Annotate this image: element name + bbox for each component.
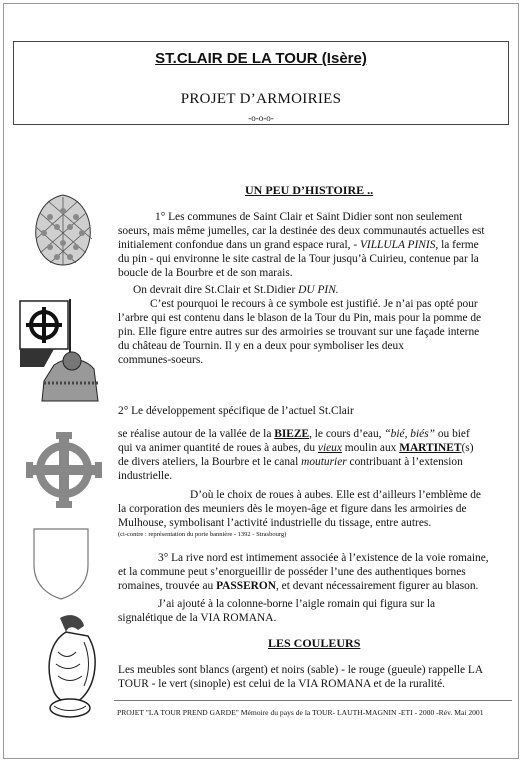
image-caption: (ci-contre : représentation du porte bannière - 1392 - Strasbourg) — [118, 531, 287, 538]
text-line: Les meubles sont blancs (argent) et noirs (sable) - le rouge (gueule) rappelle LA — [118, 664, 484, 676]
text-line: la corporation des meuniers dès le moyen-âge et figure dans les armoiries de — [118, 503, 467, 515]
text-line: 2° Le développement spécifique de l’actuel St.Clair — [118, 405, 354, 417]
text-line: TOUR - le vert (sinople) est celui de la VIA ROMANA et de la ruralité. — [118, 678, 445, 690]
text-line: soeurs, mais même jumelles, car la destinée des deux communautés actuelles est — [118, 225, 485, 237]
text-line: et la commune peut s’enorgueillir de posséder l’une des authentiques bornes — [118, 566, 466, 578]
document-subtitle: PROJET D’ARMOIRIES — [180, 91, 342, 107]
text-line: du pin - qui environne le site castral de la Tour jusqu’à Cuirieu, contenue par la — [118, 253, 479, 265]
text-line: On devrait dire St.Clair et St.Didier DU PIN. — [133, 284, 339, 296]
text-line: romaines, trouvée au PASSERON, et devant nécessairement figurer au blason. — [118, 580, 479, 592]
text-line: de divers ateliers, la Bourbre et le canal mouturier contribuant à l’extension — [118, 456, 463, 468]
text-line: C’est pourquoi le recours à ce symbole est justifié. Je n’ai pas opté pour — [150, 298, 478, 310]
text-line: se réalise autour de la vallée de la BIEZE, le cours d’eau, “bié, biés” ou bief — [118, 428, 470, 440]
text-line: communes-soeurs. — [118, 354, 204, 366]
footer-divider — [114, 700, 512, 701]
text-line: 1° Les communes de Saint Clair et Saint Didier sont non seulement — [155, 211, 463, 223]
page-footer: PROJET "LA TOUR PREND GARDE" Mémoire du pays de la TOUR- LAUTH-MAGNIN -ETI - 2000 -Rév. Mai 2001 — [117, 708, 484, 717]
document-title: ST.CLAIR DE LA TOUR (Isère) — [155, 50, 367, 67]
text-line: signalétique de la VIA ROMANA. — [118, 612, 277, 624]
empty-shield-outline — [30, 525, 92, 601]
text-line: 3° La rive nord est intimement associée à l’existence de la voie romaine, — [158, 552, 489, 564]
banner-bearer-illustration — [14, 295, 102, 405]
text-line: industrielle. — [118, 470, 173, 482]
text-line: pin. Elle figure entre autres sur des armoiries se trouvant sur une façade interne — [118, 326, 480, 338]
title-box — [13, 41, 509, 125]
text-line: J’ai ajouté à la colonne-borne l’aigle romain qui figura sur la — [158, 598, 436, 610]
mill-wheel-icon — [26, 432, 102, 508]
text-line: D’où le choix de roues à aubes. Elle est d’ailleurs l’emblème de — [190, 489, 481, 501]
text-line: Mulhouse, symbolisant l’activité industrielle du tissage, entre autres. — [118, 517, 432, 529]
pine-cone-illustration — [30, 193, 96, 267]
roman-eagle-illustration — [40, 612, 106, 720]
text-line: du château de Tournin. Il y en a deux pour symboliser les deux — [118, 340, 404, 352]
text-line: boucle de la Bourbre et de son marais. — [118, 267, 293, 279]
title-ornament: -o-o-o- — [248, 113, 274, 123]
section-title-colors: LES COULEURS — [268, 636, 361, 650]
section-title-history: UN PEU D’HISTOIRE .. — [245, 183, 374, 197]
text-line: initialement confondue dans un grand espace rural, - VILLULA PINIS, la ferme — [118, 239, 479, 251]
text-line: l’arbre qui est contenu dans le blason de la Tour du Pin, mais pour la pomme de — [118, 312, 482, 324]
text-line: qui va animer quantité de roues à aubes, du vieux moulin aux MARTINET(s) — [118, 442, 474, 454]
